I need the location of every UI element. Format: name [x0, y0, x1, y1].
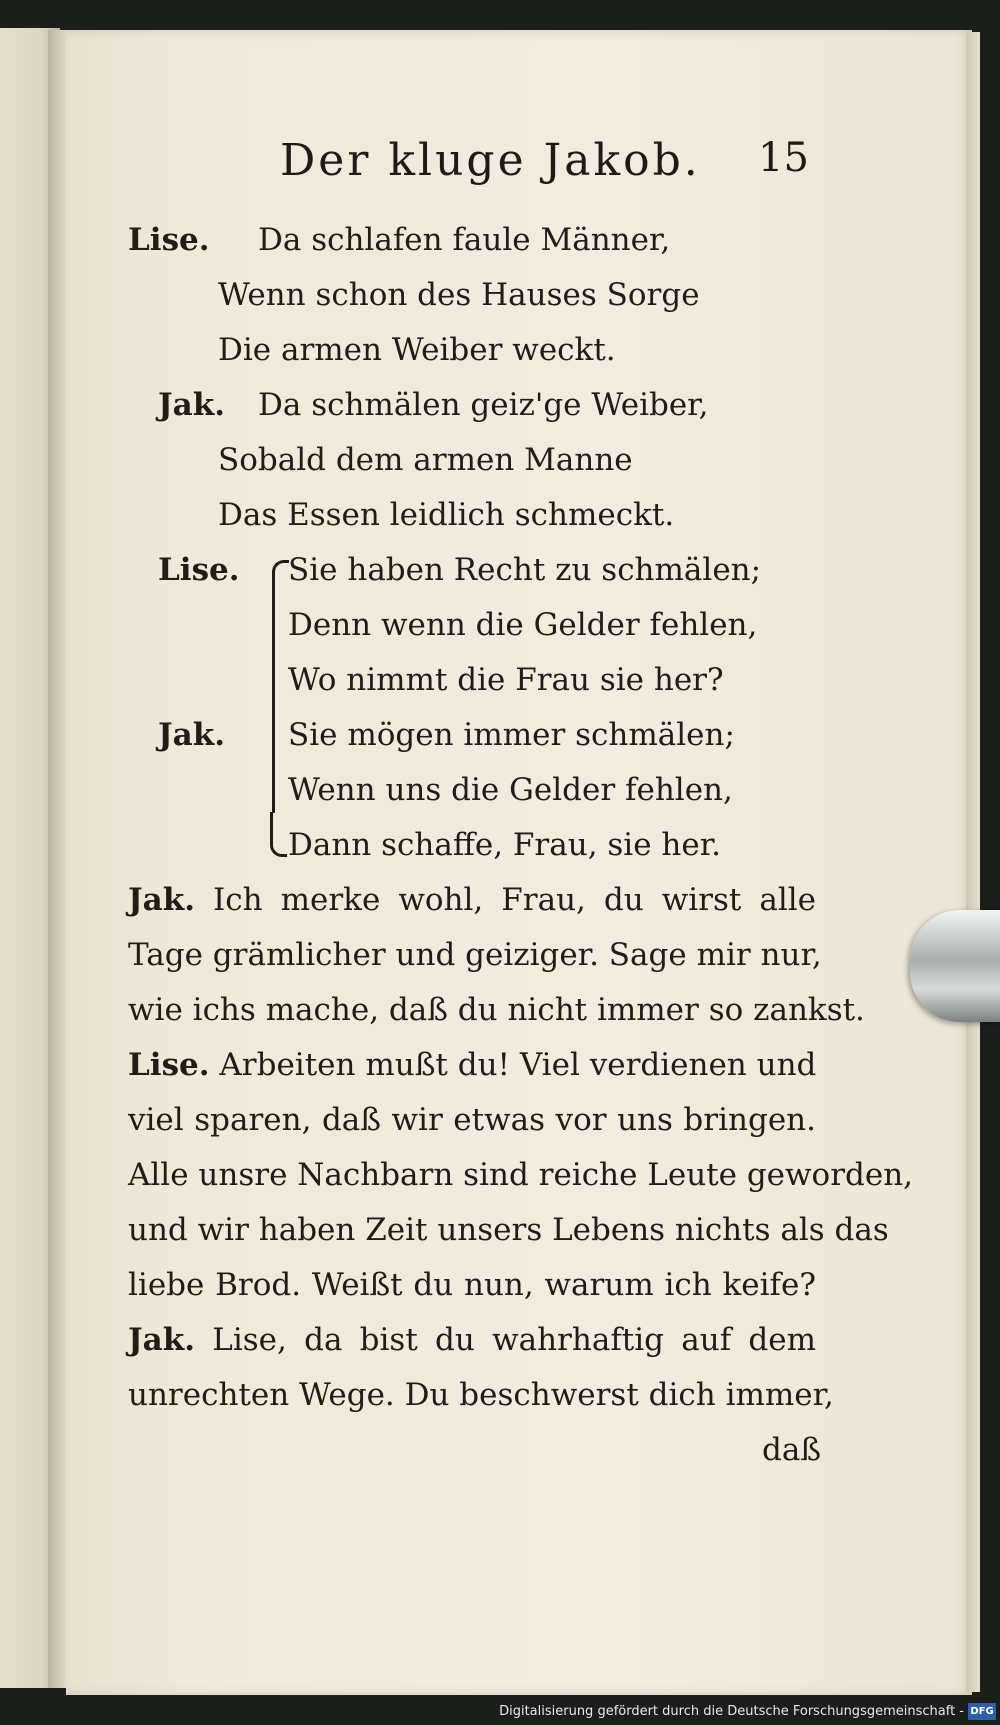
- speaker-label: Lise.: [128, 1047, 210, 1083]
- prose-line: wie ichs mache, daß du nicht immer so zankst.: [128, 992, 865, 1028]
- verse-line: Dann schaffe, Frau, sie her.: [288, 827, 722, 863]
- catchword: daß: [762, 1432, 822, 1468]
- speaker-label: Jak.: [158, 717, 226, 753]
- prose-line: und wir haben Zeit unsers Lebens nichts als das: [128, 1212, 889, 1248]
- speaker-label: Jak.: [128, 882, 196, 918]
- prose-text: Arbeiten mußt du! Viel verdienen und: [219, 1047, 817, 1083]
- speaker-label: Jak.: [158, 387, 226, 423]
- verse-line: Wenn uns die Gelder fehlen,: [288, 772, 733, 808]
- page-header: [0, 135, 1000, 195]
- prose-line: unrechten Wege. Du beschwerst dich immer,: [128, 1377, 834, 1413]
- page-clip: [910, 910, 1000, 1022]
- speaker-label: Lise.: [128, 222, 210, 258]
- duet-brace-end: [270, 812, 287, 857]
- speaker-label: Lise.: [158, 552, 240, 588]
- prose-text: Ich merke wohl, Frau, du wirst alle: [213, 882, 816, 918]
- verse-line: Da schlafen faule Männer,: [258, 222, 671, 258]
- duet-brace: [272, 560, 289, 813]
- prose-line: Alle unsre Nachbarn sind reiche Leute geworden,: [128, 1157, 914, 1193]
- prose-text: Lise, da bist du wahrhaftig auf dem: [212, 1322, 816, 1358]
- verse-line: Sobald dem armen Manne: [218, 442, 633, 478]
- prose-line: [128, 1045, 816, 1085]
- prose-line: liebe Brod. Weißt du nun, warum ich keife?: [128, 1267, 816, 1303]
- prose-line: viel sparen, daß wir etwas vor uns bringen.: [128, 1102, 816, 1138]
- prose-line: [128, 880, 816, 920]
- verse-line: Wo nimmt die Frau sie her?: [288, 662, 724, 698]
- dfg-logo: DFG: [968, 1703, 996, 1720]
- footer-bar: [0, 1700, 1000, 1725]
- verse-line: Das Essen leidlich schmeckt.: [218, 497, 675, 533]
- verse-line: Sie mögen immer schmälen;: [288, 717, 735, 753]
- prose-line: [128, 1320, 816, 1360]
- page-number: 15: [758, 135, 809, 181]
- running-title: Der kluge Jakob.: [280, 135, 701, 186]
- funding-credit: Digitalisierung gefördert durch die Deutsche Forschungsgemeinschaft -: [499, 1704, 964, 1719]
- page-fore-edge: [966, 32, 980, 1692]
- verse-line: Da schmälen geiz'ge Weiber,: [258, 387, 709, 423]
- verse-line: Die armen Weiber weckt.: [218, 332, 616, 368]
- verse-line: Denn wenn die Gelder fehlen,: [288, 607, 758, 643]
- prose-line: Tage grämlicher und geiziger. Sage mir nur,: [128, 937, 822, 973]
- speaker-label: Jak.: [128, 1322, 196, 1358]
- verse-line: Wenn schon des Hauses Sorge: [218, 277, 700, 313]
- verse-line: Sie haben Recht zu schmälen;: [288, 552, 762, 588]
